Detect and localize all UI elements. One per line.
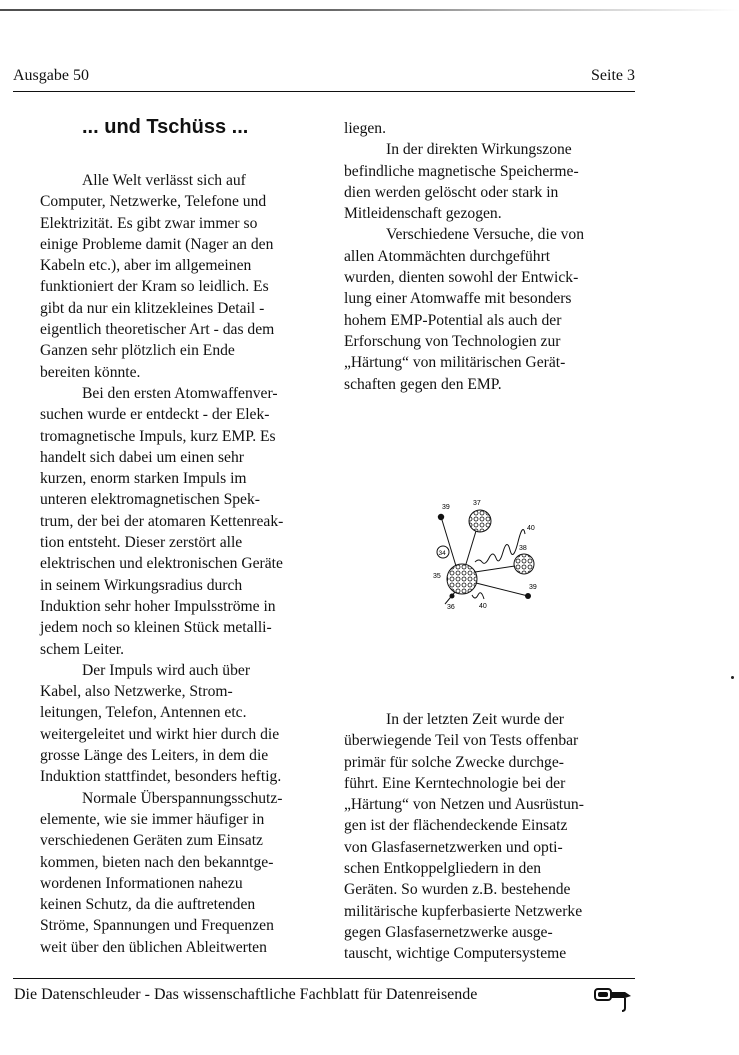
- text-line: befindliche magnetische Speicherme-: [344, 162, 579, 180]
- text-line: Kabeln etc.), aber im allgemeinen: [40, 257, 252, 275]
- fullerene-molecules-icon: [425, 492, 555, 617]
- text-line: liegen.: [344, 120, 386, 137]
- text-line: tromagnetische Impuls, kurz EMP. Es: [40, 427, 276, 445]
- text-line: tauscht, wichtige Computersysteme: [344, 945, 567, 963]
- text-line: handelt sich dabei um einen sehr: [40, 448, 244, 466]
- text-line: unteren elektromagnetischen Spek-: [40, 491, 260, 509]
- text-line: gen ist der flächendeckende Einsatz: [344, 817, 568, 835]
- text-line: In der direkten Wirkungszone: [386, 141, 572, 159]
- text-line: führt. Eine Kerntechnologie bei der: [344, 774, 566, 792]
- right-column-top: [344, 118, 622, 395]
- text-line: jedem noch so kleinen Stück metalli-: [40, 619, 272, 637]
- scan-speck: [731, 676, 734, 679]
- text-line: tion entsteht. Dieser zerstört alle: [40, 534, 243, 552]
- text-line: allen Atommächten durchgeführt: [344, 247, 551, 265]
- footer-text: Die Datenschleuder - Das wissenschaftliche Fachblatt für Datenreisende: [14, 986, 478, 1003]
- text-line: lung einer Atomwaffe mit besonders: [344, 290, 572, 308]
- text-line: wordenen Informationen nahezu: [40, 874, 243, 892]
- article-title: ... und Tschüss ...: [82, 116, 249, 138]
- text-line: kommen, bieten nach den bekanntge-: [40, 853, 274, 871]
- text-line: weit über den üblichen Ableitwerten: [40, 938, 267, 956]
- text-line: überwiegende Teil von Tests offenbar: [344, 732, 579, 750]
- text-line: militärische kupferbasierte Netzwerke: [344, 902, 583, 920]
- text-line: „Härtung“ von Netzen und Ausrüstun-: [344, 796, 584, 814]
- text-line: Bei den ersten Atomwaffenver-: [82, 384, 278, 402]
- text-line: Computer, Netzwerke, Telefone und: [40, 193, 267, 211]
- label-37: 37: [473, 500, 481, 507]
- label-39a: 39: [442, 504, 450, 511]
- text-line: gibt da nur ein klitzekleines Detail -: [40, 299, 265, 317]
- label-36: 36: [447, 604, 455, 611]
- text-line: „Härtung“ von militärischen Gerät-: [344, 354, 566, 372]
- text-line: keinen Schutz, da die auftretenden: [40, 896, 256, 914]
- text-line: Alle Welt verlässt sich auf: [82, 172, 246, 189]
- text-line: Erforschung von Technologien zur: [344, 332, 561, 350]
- text-line: schem Leiter.: [40, 640, 124, 658]
- text-line: Elektrizität. Es gibt zwar immer so: [40, 214, 258, 232]
- page-number: Seite 3: [591, 67, 635, 84]
- label-40a: 40: [527, 525, 535, 532]
- text-line: hohem EMP-Potential als auch der: [344, 311, 562, 329]
- text-line: weitergeleitet und wirkt hier durch die: [40, 725, 280, 743]
- text-line: elektrischen und elektronischen Geräte: [40, 555, 283, 573]
- text-line: Ganzen sehr plötzlich ein Ende: [40, 342, 235, 360]
- text-line: gegen Glasfasernetzwerke ausge-: [344, 923, 553, 941]
- text-line: grosse Länge des Leiters, in dem die: [40, 747, 269, 765]
- label-39b: 39: [529, 584, 537, 591]
- text-line: funktioniert der Kram so leidlich. Es: [40, 278, 269, 296]
- label-34: 34: [438, 550, 446, 557]
- text-line: in seinem Wirkungsradius durch: [40, 576, 243, 594]
- text-line: dien werden gelöscht oder stark in: [344, 183, 559, 201]
- footer-rule: [13, 978, 635, 979]
- text-line: bereiten könnte.: [40, 363, 141, 381]
- text-line: schen Entkoppelgliedern in den: [344, 860, 542, 878]
- label-38: 38: [519, 545, 527, 552]
- text-line: Normale Überspannungsschutz-: [82, 789, 283, 807]
- text-line: elemente, wie sie immer häufiger in: [40, 810, 265, 828]
- text-line: Geräten. So wurden z.B. bestehende: [344, 881, 571, 899]
- text-line: Der Impuls wird auch über: [82, 661, 251, 679]
- text-line: suchen wurde er entdeckt - der Elek-: [40, 406, 270, 424]
- text-line: Induktion stattfindet, besonders heftig.: [40, 768, 282, 786]
- text-line: kurzen, enorm starken Impuls im: [40, 470, 247, 488]
- chaos-computer-club-logo-icon: [592, 982, 636, 1014]
- text-line: Kabel, also Netzwerke, Strom-: [40, 683, 233, 701]
- text-line: Ströme, Spannungen und Frequenzen: [40, 917, 274, 935]
- label-40b: 40: [479, 603, 487, 610]
- text-line: primär für solche Zwecke durchge-: [344, 753, 564, 771]
- text-line: schaften gegen den EMP.: [344, 375, 502, 393]
- text-line: Verschiedene Versuche, die von: [386, 226, 585, 244]
- page-header: [13, 65, 635, 92]
- text-line: leitungen, Telefon, Antennen etc.: [40, 704, 247, 722]
- text-line: von Glasfasernetzwerken und opti-: [344, 838, 563, 856]
- left-column: [40, 170, 316, 958]
- issue-number: Ausgabe 50: [13, 67, 89, 84]
- right-column-bottom: [344, 709, 622, 965]
- text-line: einige Probleme damit (Nager an den: [40, 235, 274, 253]
- text-line: verschiedenen Geräten zum Einsatz: [40, 832, 263, 850]
- scan-artifact-line: [0, 9, 739, 11]
- label-35: 35: [433, 573, 441, 580]
- text-line: Induktion sehr hoher Impulsströme in: [40, 597, 276, 615]
- text-line: wurden, dienten sowohl der Entwick-: [344, 269, 579, 287]
- text-line: trum, der bei der atomaren Kettenreak-: [40, 512, 284, 530]
- text-line: Mitleidenschaft gezogen.: [344, 205, 502, 223]
- text-line: In der letzten Zeit wurde der: [386, 711, 564, 728]
- text-line: eigentlich theoretischer Art - das dem: [40, 321, 275, 339]
